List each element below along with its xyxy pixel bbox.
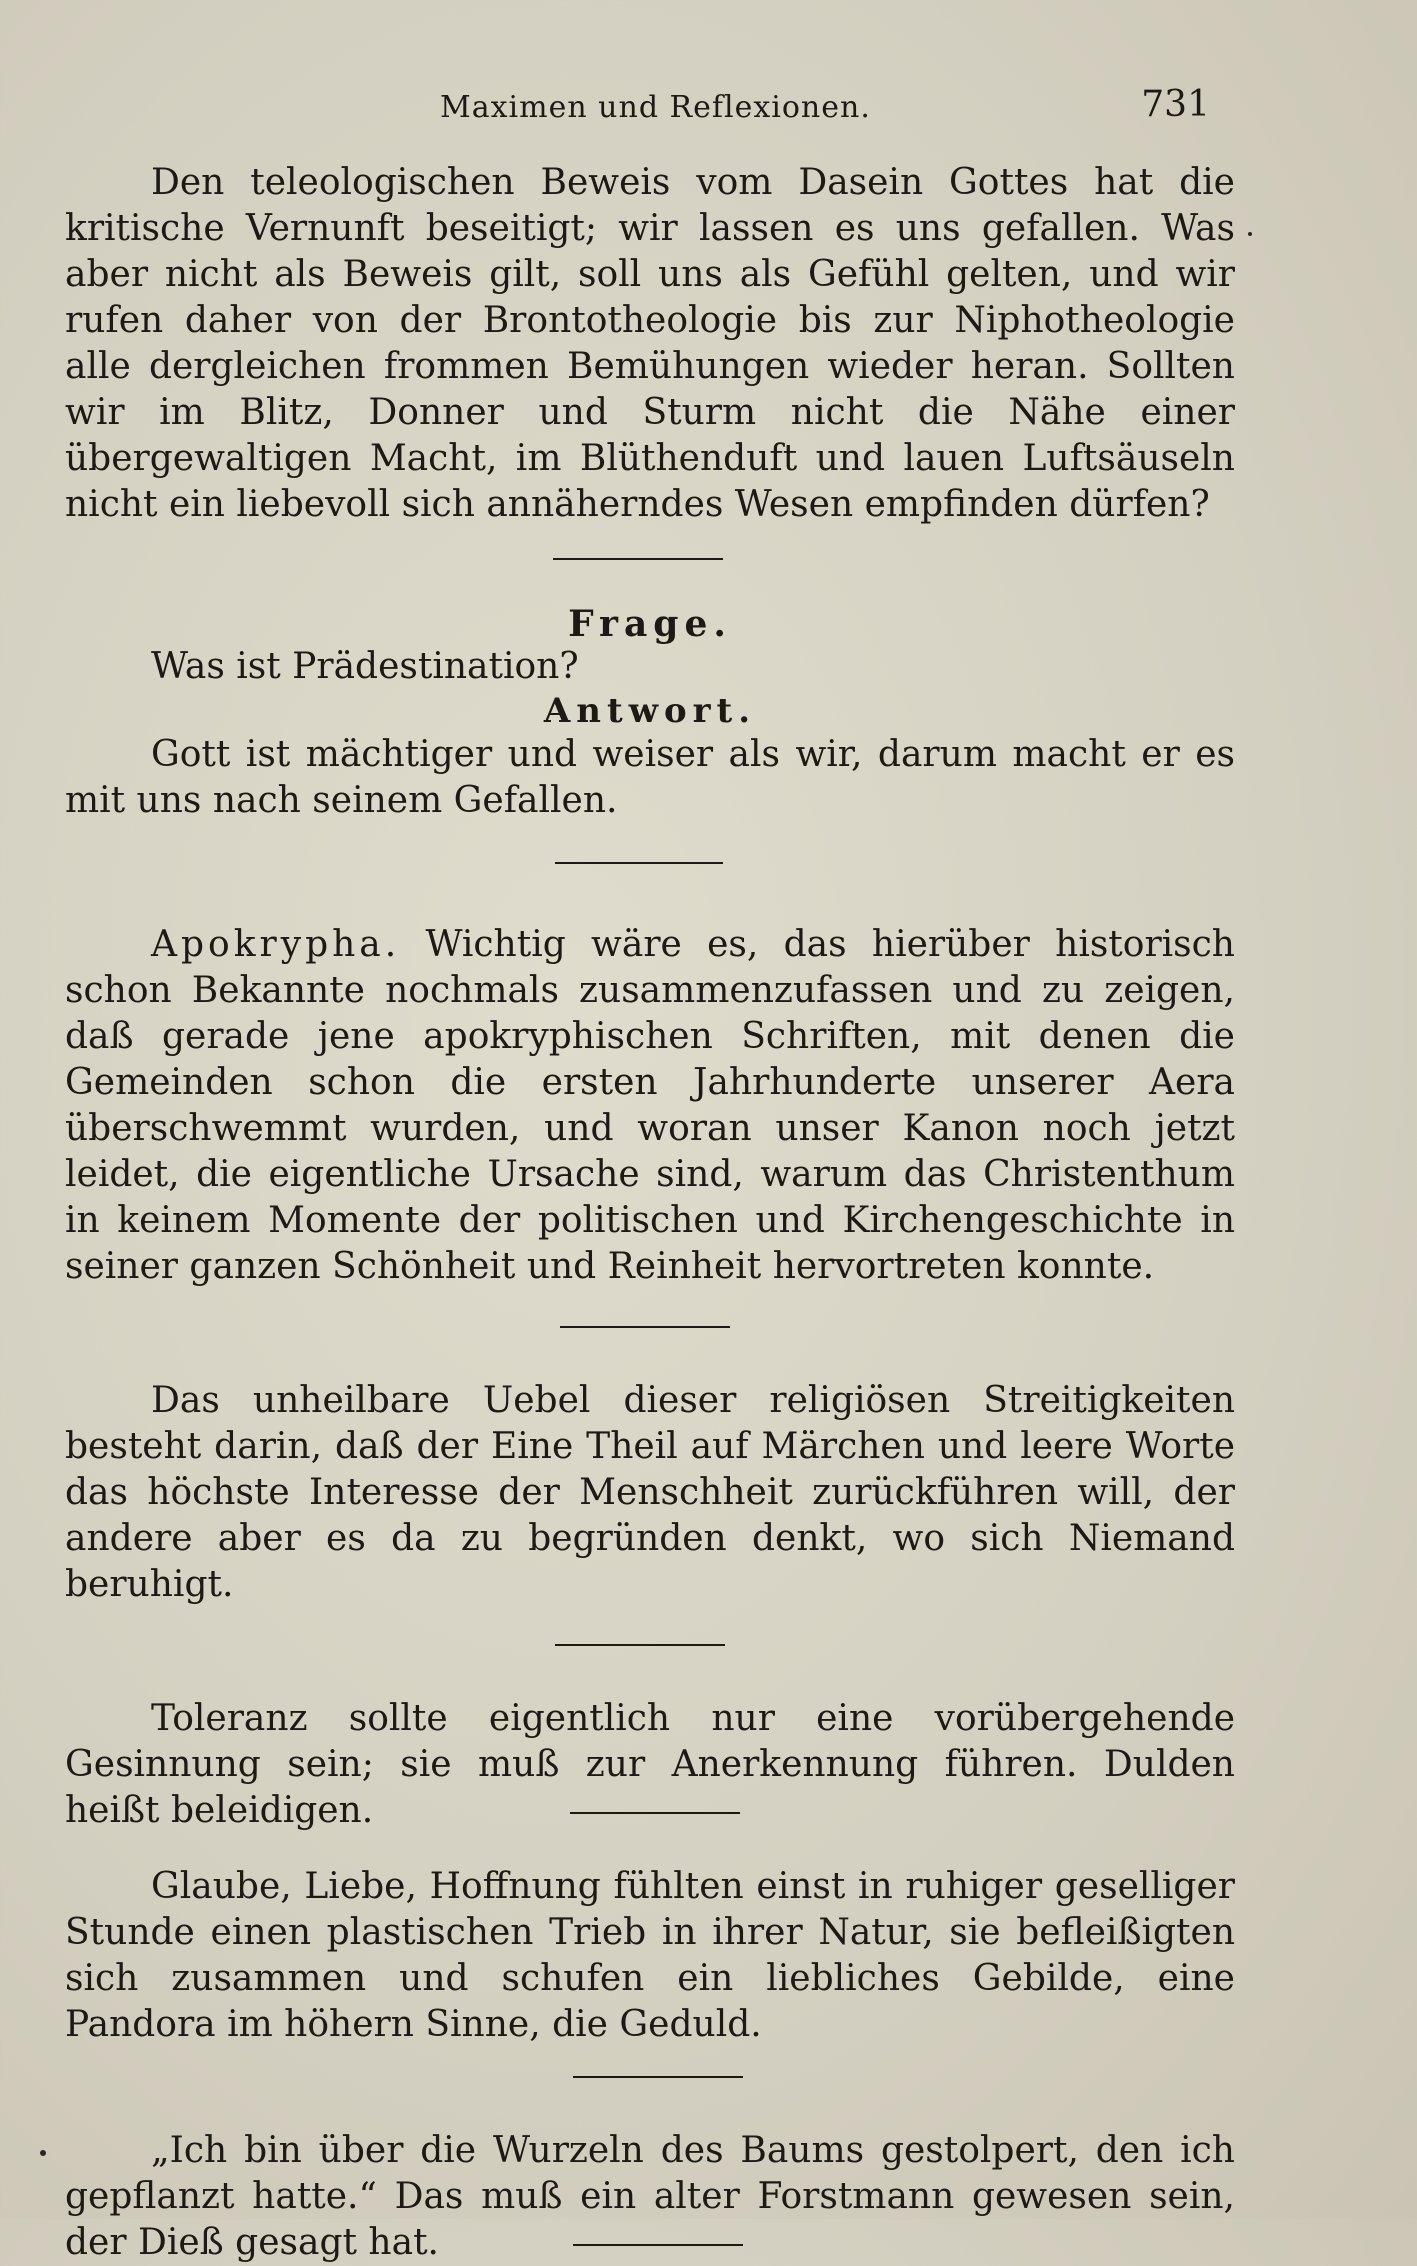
section-divider <box>553 558 723 560</box>
paragraph-teleologischer-beweis: Den teleologischen Beweis vom Dasein Gottes hat die kritische Vernunft beseitigt; wir lassen es uns gefallen. Was aber nicht als Beweis gilt, soll uns als Gefühl gelten, und wir rufen daher von der Brontotheologie bis zur Niphotheologie alle dergleichen frommen Bemühungen wieder heran. Sollten wir im Blitz, Donner und Sturm nicht die Nähe einer übergewaltigen Macht, im Blüthenduft und lauen Luftsäuseln nicht ein liebevoll sich annäherndes Wesen empfinden dürfen? <box>65 162 1235 525</box>
paper-speck <box>1248 232 1252 236</box>
apokrypha-lead: Apokrypha. <box>151 924 401 965</box>
page-header <box>60 84 1210 130</box>
section-divider <box>570 1812 740 1814</box>
section-divider <box>560 1326 730 1328</box>
section-divider <box>573 2244 743 2246</box>
paper-speck <box>40 2150 46 2156</box>
antwort-heading: Antwort. <box>543 691 757 731</box>
running-title: Maximen und Reflexionen. <box>440 90 871 125</box>
antwort-text: Gott ist mächtiger und weiser als wir, darum macht er es mit uns nach seinem Gefallen. <box>65 734 1235 821</box>
apokrypha-text: Wichtig wäre es, das hierüber historisch schon Bekannte nochmals zusammenzufassen und zu zeigen, daß gerade jene apokryphischen Schriften, mit denen die Gemeinden schon die ersten Jahrhunderte unserer Aera überschwemmt wurden, und woran unser Kanon noch jetzt leidet, die eigentliche Ursache sind, warum das Christenthum in keinem Momente der politischen und Kirchengeschichte in seiner ganzen Schönheit und Reinheit hervortreten konnte. <box>65 924 1235 1287</box>
section-divider <box>555 1644 725 1646</box>
section-divider <box>555 862 723 864</box>
paragraph-glaube: Glaube, Liebe, Hoffnung fühlten einst in ruhiger geselliger Stunde einen plastischen Trieb in ihrer Natur, sie befleißigten sich zusammen und schufen ein liebliches Gebilde, eine Pandora im höhern Sinne, die Geduld. <box>65 1866 1235 2045</box>
frage-text: Was ist Prädestination? <box>151 646 579 687</box>
paragraph-uebel: Das unheilbare Uebel dieser religiösen Streitigkeiten besteht darin, daß der Eine Theil auf Märchen und leere Worte das höchste Interesse der Menschheit zurückführen will, der andere aber es da zu begründen denkt, wo sich Niemand beruhigt. <box>65 1380 1235 1605</box>
frage-heading: Frage. <box>568 603 732 645</box>
paragraph-apokrypha <box>65 922 1235 1290</box>
page-number: 731 <box>1141 84 1210 125</box>
paragraph-toleranz: Toleranz sollte eigentlich nur eine vorübergehende Gesinnung sein; sie muß zur Anerkennung führen. Dulden heißt beleidigen. <box>65 1698 1235 1831</box>
page-body <box>65 160 1235 2263</box>
section-divider <box>573 2076 743 2078</box>
paragraph-wurzeln: „Ich bin über die Wurzeln des Baums gestolpert, den ich gepflanzt hatte.“ Das muß ein alter Forstmann gewesen sein, der Dieß gesagt hat. <box>65 2130 1235 2263</box>
